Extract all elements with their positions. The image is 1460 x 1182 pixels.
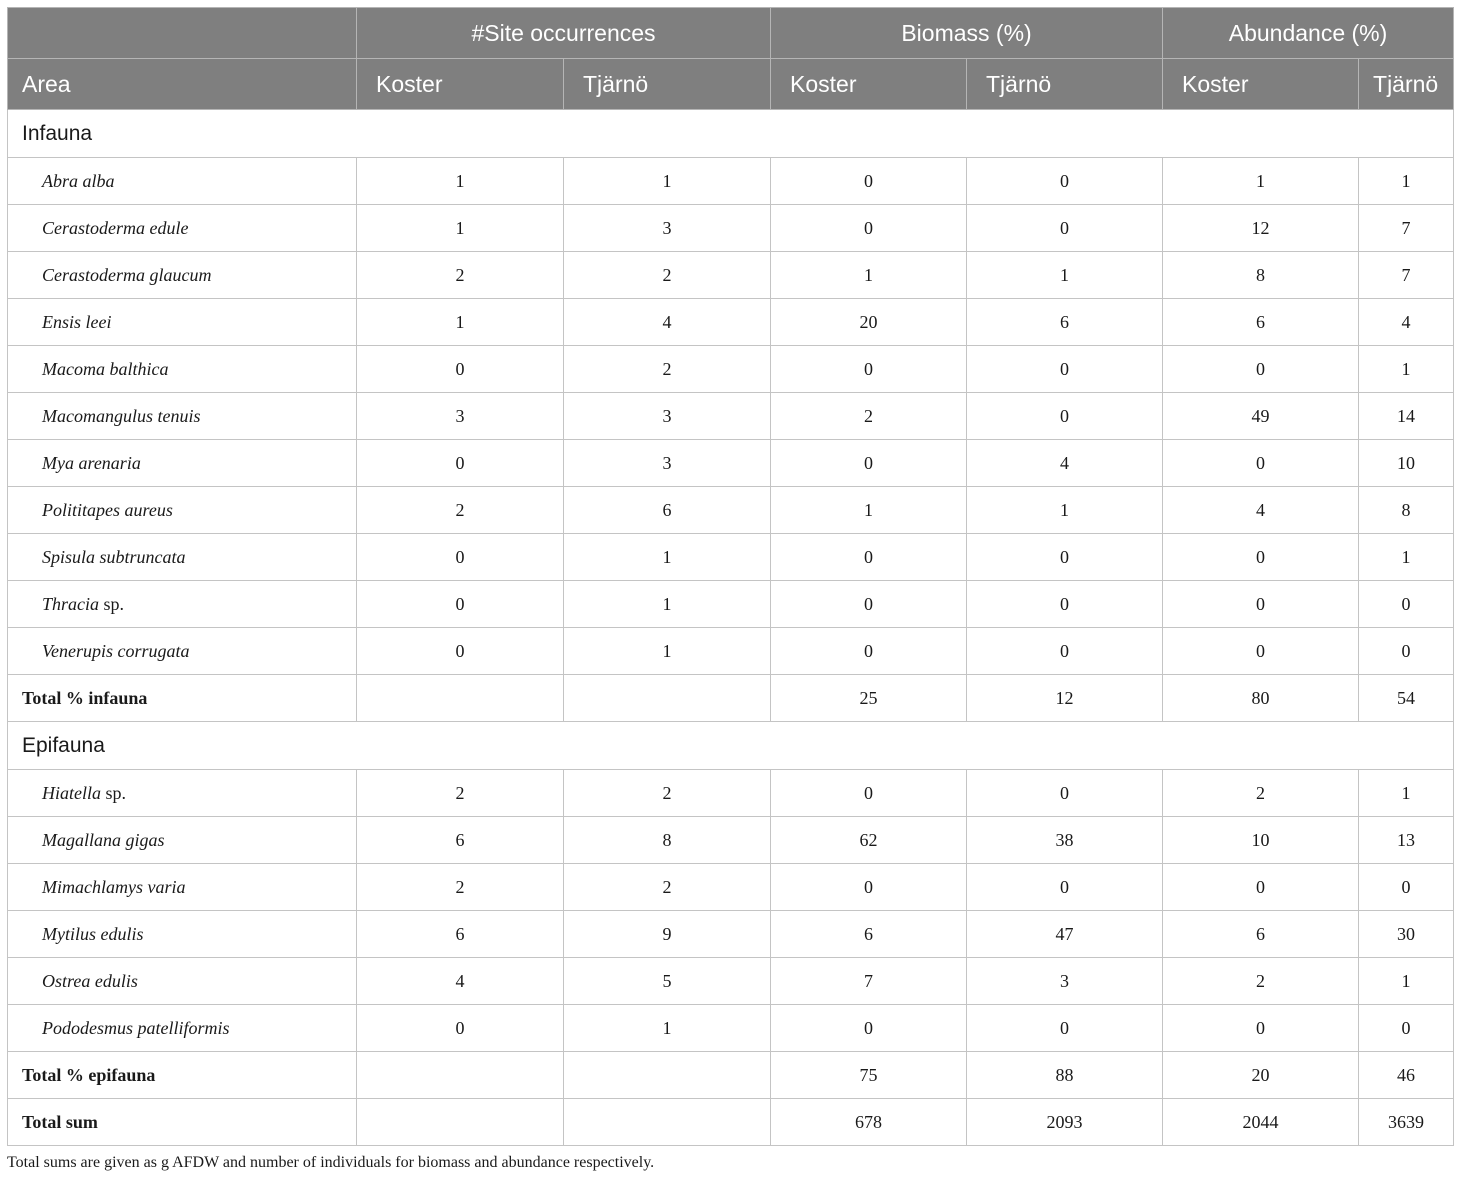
total-epifauna-row <box>8 1052 1454 1099</box>
header-abundance: Abundance (%) <box>1163 8 1454 59</box>
value-cell: 6 <box>357 911 564 958</box>
species-name-cell <box>8 487 357 534</box>
value-cell: 0 <box>1359 864 1454 911</box>
species-name: Cerastoderma glaucum <box>42 264 212 285</box>
value-cell: 9 <box>564 911 771 958</box>
value-cell: 0 <box>967 393 1163 440</box>
value-cell: 0 <box>1163 346 1359 393</box>
value-cell: 0 <box>771 1005 967 1052</box>
value-cell: 2 <box>1163 770 1359 817</box>
species-name: Mya arenaria <box>42 452 141 473</box>
value-cell: 1 <box>1163 158 1359 205</box>
value-cell: 0 <box>1163 440 1359 487</box>
infauna-section-label: Infauna <box>8 110 1454 158</box>
value-cell: 0 <box>771 346 967 393</box>
table-row <box>8 628 1454 675</box>
species-name: Cerastoderma edule <box>42 217 189 238</box>
value-cell: 0 <box>357 628 564 675</box>
value-cell: 6 <box>1163 299 1359 346</box>
value-cell: 7 <box>1359 252 1454 299</box>
value-cell: 0 <box>1359 1005 1454 1052</box>
species-name: Ostrea edulis <box>42 970 138 991</box>
species-name-cell <box>8 393 357 440</box>
value-cell: 1 <box>771 487 967 534</box>
bivalve-table <box>7 7 1454 1146</box>
table-wrapper <box>7 7 1453 1146</box>
species-name: Pododesmus patelliformis <box>42 1017 230 1038</box>
value-cell: 10 <box>1163 817 1359 864</box>
species-name: Macomangulus tenuis <box>42 405 201 426</box>
value-cell: 6 <box>771 911 967 958</box>
total-sum-row <box>8 1099 1454 1146</box>
total-value-cell: 88 <box>967 1052 1163 1099</box>
species-name-cell <box>8 252 357 299</box>
value-cell: 1 <box>1359 770 1454 817</box>
value-cell: 0 <box>1163 581 1359 628</box>
value-cell: 2 <box>357 252 564 299</box>
value-cell: 47 <box>967 911 1163 958</box>
value-cell: 0 <box>1163 1005 1359 1052</box>
header-abundance-tjarno: Tjärnö <box>1359 59 1454 110</box>
species-name: Hiatella <box>42 782 101 803</box>
value-cell: 1 <box>564 1005 771 1052</box>
value-cell: 13 <box>1359 817 1454 864</box>
value-cell: 49 <box>1163 393 1359 440</box>
header-area: Area <box>8 59 357 110</box>
value-cell: 0 <box>357 1005 564 1052</box>
value-cell: 62 <box>771 817 967 864</box>
epifauna-section-row <box>8 722 1454 770</box>
value-cell: 4 <box>357 958 564 1005</box>
species-suffix: sp. <box>99 593 125 614</box>
value-cell: 0 <box>771 864 967 911</box>
value-cell: 14 <box>1359 393 1454 440</box>
species-name: Thracia <box>42 593 100 614</box>
value-cell: 2 <box>357 864 564 911</box>
value-cell: 1 <box>564 158 771 205</box>
value-cell: 5 <box>564 958 771 1005</box>
species-name: Spisula subtruncata <box>42 546 186 567</box>
table-row <box>8 440 1454 487</box>
species-name: Venerupis corrugata <box>42 640 190 661</box>
header-sub-row <box>8 59 1454 110</box>
total-value-cell <box>564 1099 771 1146</box>
value-cell: 12 <box>1163 205 1359 252</box>
species-name: Abra alba <box>42 170 115 191</box>
value-cell: 1 <box>1359 958 1454 1005</box>
value-cell: 0 <box>967 534 1163 581</box>
species-name-cell <box>8 581 357 628</box>
value-cell: 0 <box>967 770 1163 817</box>
total-value-cell: 25 <box>771 675 967 722</box>
header-biomass-koster: Koster <box>771 59 967 110</box>
value-cell: 0 <box>967 1005 1163 1052</box>
species-name-cell <box>8 770 357 817</box>
table-footnote: Total sums are given as g AFDW and number of individuals for biomass and abundance respectively. <box>7 1154 655 1171</box>
value-cell: 0 <box>1359 581 1454 628</box>
header-abundance-koster: Koster <box>1163 59 1359 110</box>
value-cell: 0 <box>1163 534 1359 581</box>
table-row <box>8 817 1454 864</box>
value-cell: 8 <box>1163 252 1359 299</box>
value-cell: 0 <box>1359 628 1454 675</box>
total-value-cell <box>564 675 771 722</box>
value-cell: 0 <box>771 534 967 581</box>
species-name: Polititapes aureus <box>42 499 173 520</box>
value-cell: 2 <box>564 252 771 299</box>
total-value-cell: 54 <box>1359 675 1454 722</box>
table-row <box>8 864 1454 911</box>
table-row <box>8 911 1454 958</box>
table-row <box>8 534 1454 581</box>
table-body <box>8 110 1454 1146</box>
header-site-occurrences: #Site occurrences <box>357 8 771 59</box>
value-cell: 1 <box>1359 346 1454 393</box>
header-biomass-tjarno: Tjärnö <box>967 59 1163 110</box>
species-name: Magallana gigas <box>42 829 165 850</box>
value-cell: 0 <box>357 581 564 628</box>
value-cell: 0 <box>967 205 1163 252</box>
total-value-cell: 2093 <box>967 1099 1163 1146</box>
value-cell: 0 <box>1163 864 1359 911</box>
value-cell: 1 <box>967 252 1163 299</box>
value-cell: 6 <box>564 487 771 534</box>
value-cell: 8 <box>1359 487 1454 534</box>
header-empty-cell <box>8 8 357 59</box>
value-cell: 0 <box>357 534 564 581</box>
value-cell: 2 <box>357 770 564 817</box>
table-row <box>8 581 1454 628</box>
species-name: Mimachlamys varia <box>42 876 186 897</box>
total-value-cell <box>357 675 564 722</box>
species-suffix: sp. <box>101 782 127 803</box>
species-name-cell <box>8 346 357 393</box>
total-value-cell: 46 <box>1359 1052 1454 1099</box>
value-cell: 0 <box>357 440 564 487</box>
header-site-tjarno: Tjärnö <box>564 59 771 110</box>
value-cell: 0 <box>967 864 1163 911</box>
total-value-cell: 2044 <box>1163 1099 1359 1146</box>
value-cell: 1 <box>357 299 564 346</box>
value-cell: 0 <box>967 628 1163 675</box>
species-name-cell <box>8 911 357 958</box>
value-cell: 0 <box>771 628 967 675</box>
value-cell: 0 <box>357 346 564 393</box>
epifauna-section-label: Epifauna <box>8 722 1454 770</box>
value-cell: 4 <box>967 440 1163 487</box>
table-header <box>8 8 1454 110</box>
table-row <box>8 958 1454 1005</box>
value-cell: 1 <box>357 205 564 252</box>
value-cell: 20 <box>771 299 967 346</box>
value-cell: 3 <box>564 205 771 252</box>
value-cell: 6 <box>357 817 564 864</box>
value-cell: 1 <box>564 581 771 628</box>
value-cell: 8 <box>564 817 771 864</box>
species-name: Macoma balthica <box>42 358 169 379</box>
species-name-cell <box>8 958 357 1005</box>
total-value-cell: 3639 <box>1359 1099 1454 1146</box>
header-group-row <box>8 8 1454 59</box>
value-cell: 4 <box>1163 487 1359 534</box>
value-cell: 1 <box>967 487 1163 534</box>
value-cell: 2 <box>564 864 771 911</box>
species-name-cell <box>8 1005 357 1052</box>
value-cell: 0 <box>1163 628 1359 675</box>
value-cell: 38 <box>967 817 1163 864</box>
value-cell: 2 <box>357 487 564 534</box>
total-label: Total % epifauna <box>8 1052 357 1099</box>
species-name-cell <box>8 817 357 864</box>
total-value-cell: 75 <box>771 1052 967 1099</box>
value-cell: 3 <box>967 958 1163 1005</box>
total-infauna-row <box>8 675 1454 722</box>
total-value-cell: 20 <box>1163 1052 1359 1099</box>
value-cell: 2 <box>771 393 967 440</box>
value-cell: 1 <box>564 628 771 675</box>
value-cell: 6 <box>967 299 1163 346</box>
value-cell: 7 <box>1359 205 1454 252</box>
species-name-cell <box>8 158 357 205</box>
table-row <box>8 205 1454 252</box>
table-row <box>8 1005 1454 1052</box>
value-cell: 1 <box>1359 534 1454 581</box>
value-cell: 2 <box>1163 958 1359 1005</box>
value-cell: 0 <box>771 158 967 205</box>
total-value-cell <box>357 1052 564 1099</box>
infauna-section-row <box>8 110 1454 158</box>
species-name-cell <box>8 205 357 252</box>
value-cell: 0 <box>771 581 967 628</box>
value-cell: 0 <box>771 205 967 252</box>
value-cell: 4 <box>564 299 771 346</box>
species-name-cell <box>8 864 357 911</box>
value-cell: 7 <box>771 958 967 1005</box>
value-cell: 0 <box>967 581 1163 628</box>
table-row <box>8 158 1454 205</box>
value-cell: 1 <box>1359 158 1454 205</box>
value-cell: 1 <box>564 534 771 581</box>
total-value-cell: 678 <box>771 1099 967 1146</box>
table-row <box>8 487 1454 534</box>
value-cell: 6 <box>1163 911 1359 958</box>
value-cell: 3 <box>357 393 564 440</box>
table-row <box>8 299 1454 346</box>
species-name-cell <box>8 628 357 675</box>
species-name-cell <box>8 440 357 487</box>
value-cell: 0 <box>771 440 967 487</box>
value-cell: 10 <box>1359 440 1454 487</box>
value-cell: 1 <box>771 252 967 299</box>
table-row <box>8 252 1454 299</box>
value-cell: 3 <box>564 393 771 440</box>
species-name: Ensis leei <box>42 311 112 332</box>
species-name: Mytilus edulis <box>42 923 144 944</box>
value-cell: 0 <box>771 770 967 817</box>
total-value-cell: 80 <box>1163 675 1359 722</box>
value-cell: 3 <box>564 440 771 487</box>
value-cell: 2 <box>564 770 771 817</box>
value-cell: 1 <box>357 158 564 205</box>
value-cell: 4 <box>1359 299 1454 346</box>
table-row <box>8 393 1454 440</box>
total-value-cell <box>564 1052 771 1099</box>
value-cell: 0 <box>967 158 1163 205</box>
value-cell: 30 <box>1359 911 1454 958</box>
header-site-koster: Koster <box>357 59 564 110</box>
species-name-cell <box>8 534 357 581</box>
table-row <box>8 770 1454 817</box>
header-biomass: Biomass (%) <box>771 8 1163 59</box>
total-label: Total % infauna <box>8 675 357 722</box>
species-name-cell <box>8 299 357 346</box>
value-cell: 2 <box>564 346 771 393</box>
total-label: Total sum <box>8 1099 357 1146</box>
value-cell: 0 <box>967 346 1163 393</box>
table-row <box>8 346 1454 393</box>
total-value-cell <box>357 1099 564 1146</box>
total-value-cell: 12 <box>967 675 1163 722</box>
